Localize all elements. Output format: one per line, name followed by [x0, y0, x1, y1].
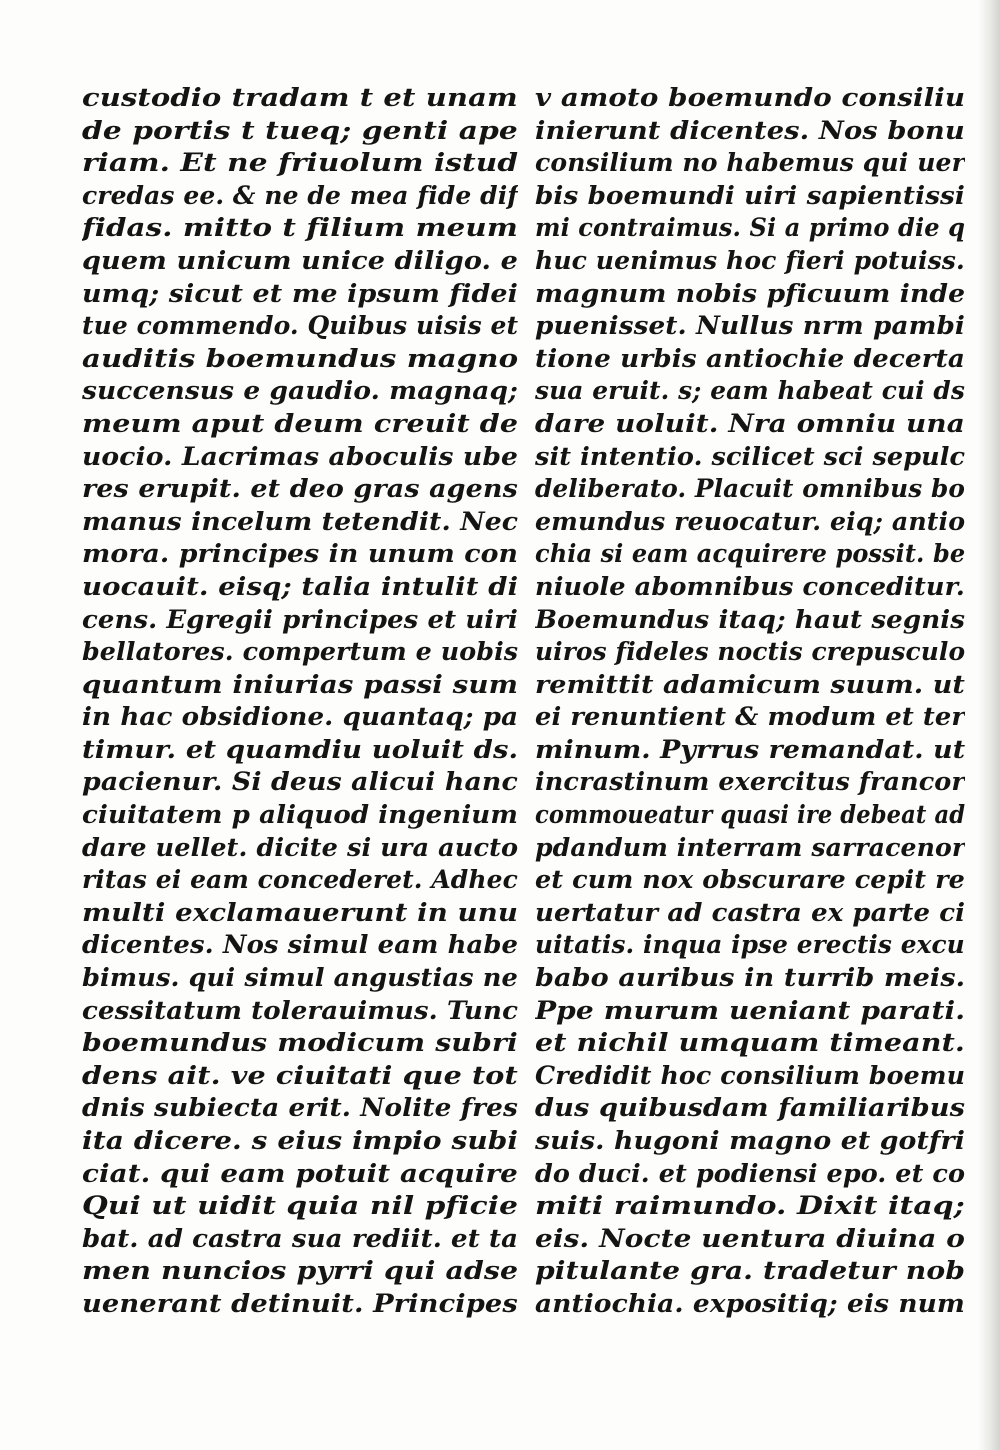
manuscript-line: credas ee. & ne de mea fide dif: [82, 180, 518, 210]
manuscript-line: chia si eam acquirere possit. be: [535, 539, 965, 569]
manuscript-line: dus quibusdam familiaribus: [535, 1093, 965, 1123]
manuscript-line: men nuncios pyrri qui adse: [82, 1256, 518, 1286]
manuscript-line: dens ait. ve ciuitati que tot: [82, 1060, 518, 1090]
page-edge-shadow: [978, 0, 1000, 1450]
manuscript-line: ei renuntient & modum et ter: [535, 702, 965, 732]
manuscript-line: uertatur ad castra ex parte ci: [535, 897, 965, 927]
manuscript-line: in hac obsidione. quantaq; pa: [82, 702, 518, 732]
manuscript-line: uiros fideles noctis crepusculo: [535, 637, 965, 667]
manuscript-line: cessitatum tolerauimus. Tunc: [82, 995, 518, 1025]
manuscript-line: bimus. qui simul angustias ne: [82, 963, 518, 993]
manuscript-line: cens. Egregii principes et uiri: [82, 604, 518, 634]
manuscript-line: ciat. qui eam potuit acquire: [82, 1158, 518, 1188]
manuscript-line: dicentes. Nos simul eam habe: [82, 930, 518, 960]
manuscript-line: bellatores. compertum e uobis: [82, 637, 518, 667]
manuscript-line: incrastinum exercitus francor: [535, 767, 965, 797]
manuscript-line: uocio. Lacrimas aboculis ube: [82, 441, 518, 471]
manuscript-line: custodio tradam t et unam: [82, 83, 518, 112]
manuscript-line: Qui ut uidit quia nil pficie: [82, 1191, 518, 1221]
manuscript-line: uitatis. inqua ipse erectis excu: [535, 930, 965, 960]
manuscript-line: manus incelum tetendit. Nec: [82, 506, 518, 536]
manuscript-line: do duci. et podiensi epo. et co: [535, 1158, 965, 1188]
manuscript-line: fidas. mitto t filium meum: [82, 213, 518, 243]
manuscript-line: magnum nobis pficuum inde: [535, 278, 965, 308]
manuscript-line: sit intentio. scilicet sci sepulc: [535, 441, 965, 471]
manuscript-line: pacienur. Si deus alicui hanc: [82, 767, 518, 797]
manuscript-line: quantum iniurias passi sum: [82, 669, 518, 699]
manuscript-line: miti raimundo. Dixit itaq;: [535, 1191, 965, 1221]
manuscript-line: succensus e gaudio. magnaq;: [82, 376, 518, 406]
manuscript-line: ita dicere. s eius impio subi: [82, 1126, 518, 1155]
manuscript-line: pitulante gra. tradetur nob: [535, 1256, 965, 1286]
manuscript-line: eis. Nocte uentura diuina o: [535, 1223, 965, 1253]
manuscript-line: pdandum interram sarracenor: [535, 832, 965, 862]
manuscript-line: tue commendo. Quibus uisis et: [82, 311, 518, 341]
manuscript-line: dnis subiecta erit. Nolite fres: [82, 1093, 518, 1123]
manuscript-line: meum aput deum creuit de: [82, 408, 518, 438]
manuscript-line: umq; sicut et me ipsum fidei: [82, 278, 518, 308]
manuscript-line: ciuitatem p aliquod ingenium: [82, 800, 518, 830]
manuscript-line: Ppe murum ueniant parati.: [535, 995, 965, 1025]
manuscript-line: Boemundus itaq; haut segnis: [535, 604, 965, 634]
manuscript-line: res erupit. et deo gras agens: [82, 474, 518, 504]
manuscript-line: Credidit hoc consilium boemu: [535, 1060, 965, 1090]
manuscript-line: dare uoluit. Nra omniu una: [535, 408, 965, 438]
manuscript-line: antiochia. expositiq; eis num: [535, 1288, 965, 1318]
manuscript-line: quem unicum unice diligo. e: [82, 245, 518, 275]
manuscript-line: emundus reuocatur. eiq; antio: [535, 506, 965, 536]
manuscript-line: remittit adamicum suum. ut: [535, 669, 965, 699]
right-text-column: [535, 82, 965, 1321]
manuscript-line: et nichil umquam timeant.: [535, 1028, 965, 1058]
manuscript-line: boemundus modicum subri: [82, 1028, 518, 1058]
manuscript-line: inierunt dicentes. Nos bonu: [535, 115, 965, 145]
manuscript-line: et cum nox obscurare cepit re: [535, 865, 965, 895]
manuscript-line: v amoto boemundo consiliu: [535, 83, 965, 112]
manuscript-line: timur. et quamdiu uoluit ds.: [82, 734, 518, 764]
manuscript-line: dare uellet. dicite si ura aucto: [82, 832, 518, 862]
manuscript-line: huc uenimus hoc fieri potuiss.: [535, 245, 965, 275]
manuscript-line: niuole abomnibus conceditur.: [535, 571, 965, 601]
manuscript-line: suis. hugoni magno et gotfri: [535, 1126, 965, 1155]
manuscript-line: deliberato. Placuit omnibus bo: [535, 474, 965, 504]
manuscript-line: minum. Pyrrus remandat. ut: [535, 734, 965, 764]
manuscript-line: uenerant detinuit. Principes: [82, 1288, 518, 1318]
manuscript-line: ritas ei eam concederet. Adhec: [82, 865, 518, 895]
manuscript-line: uocauit. eisq; talia intulit di: [82, 571, 518, 601]
manuscript-line: bis boemundi uiri sapientissi: [535, 180, 965, 210]
manuscript-line: mora. principes in unum con: [82, 539, 518, 569]
manuscript-line: commoueatur quasi ire debeat ad: [535, 800, 965, 830]
manuscript-line: sua eruit. s; eam habeat cui ds: [535, 376, 965, 406]
manuscript-line: puenisset. Nullus nrm pambi: [535, 311, 965, 341]
manuscript-line: tione urbis antiochie decerta: [535, 343, 965, 373]
manuscript-line: auditis boemundus magno: [82, 343, 518, 373]
manuscript-line: consilium no habemus qui uer: [535, 148, 965, 178]
manuscript-line: multi exclamauerunt in unu: [82, 897, 518, 927]
manuscript-line: babo auribus in turrib meis.: [535, 963, 965, 993]
manuscript-line: riam. Et ne friuolum istud: [82, 148, 518, 178]
manuscript-line: de portis t tueq; genti ape: [82, 115, 518, 145]
manuscript-line: bat. ad castra sua rediit. et ta: [82, 1223, 518, 1253]
manuscript-line: mi contraimus. Si a primo die q: [535, 213, 965, 243]
left-text-column: [82, 82, 518, 1321]
